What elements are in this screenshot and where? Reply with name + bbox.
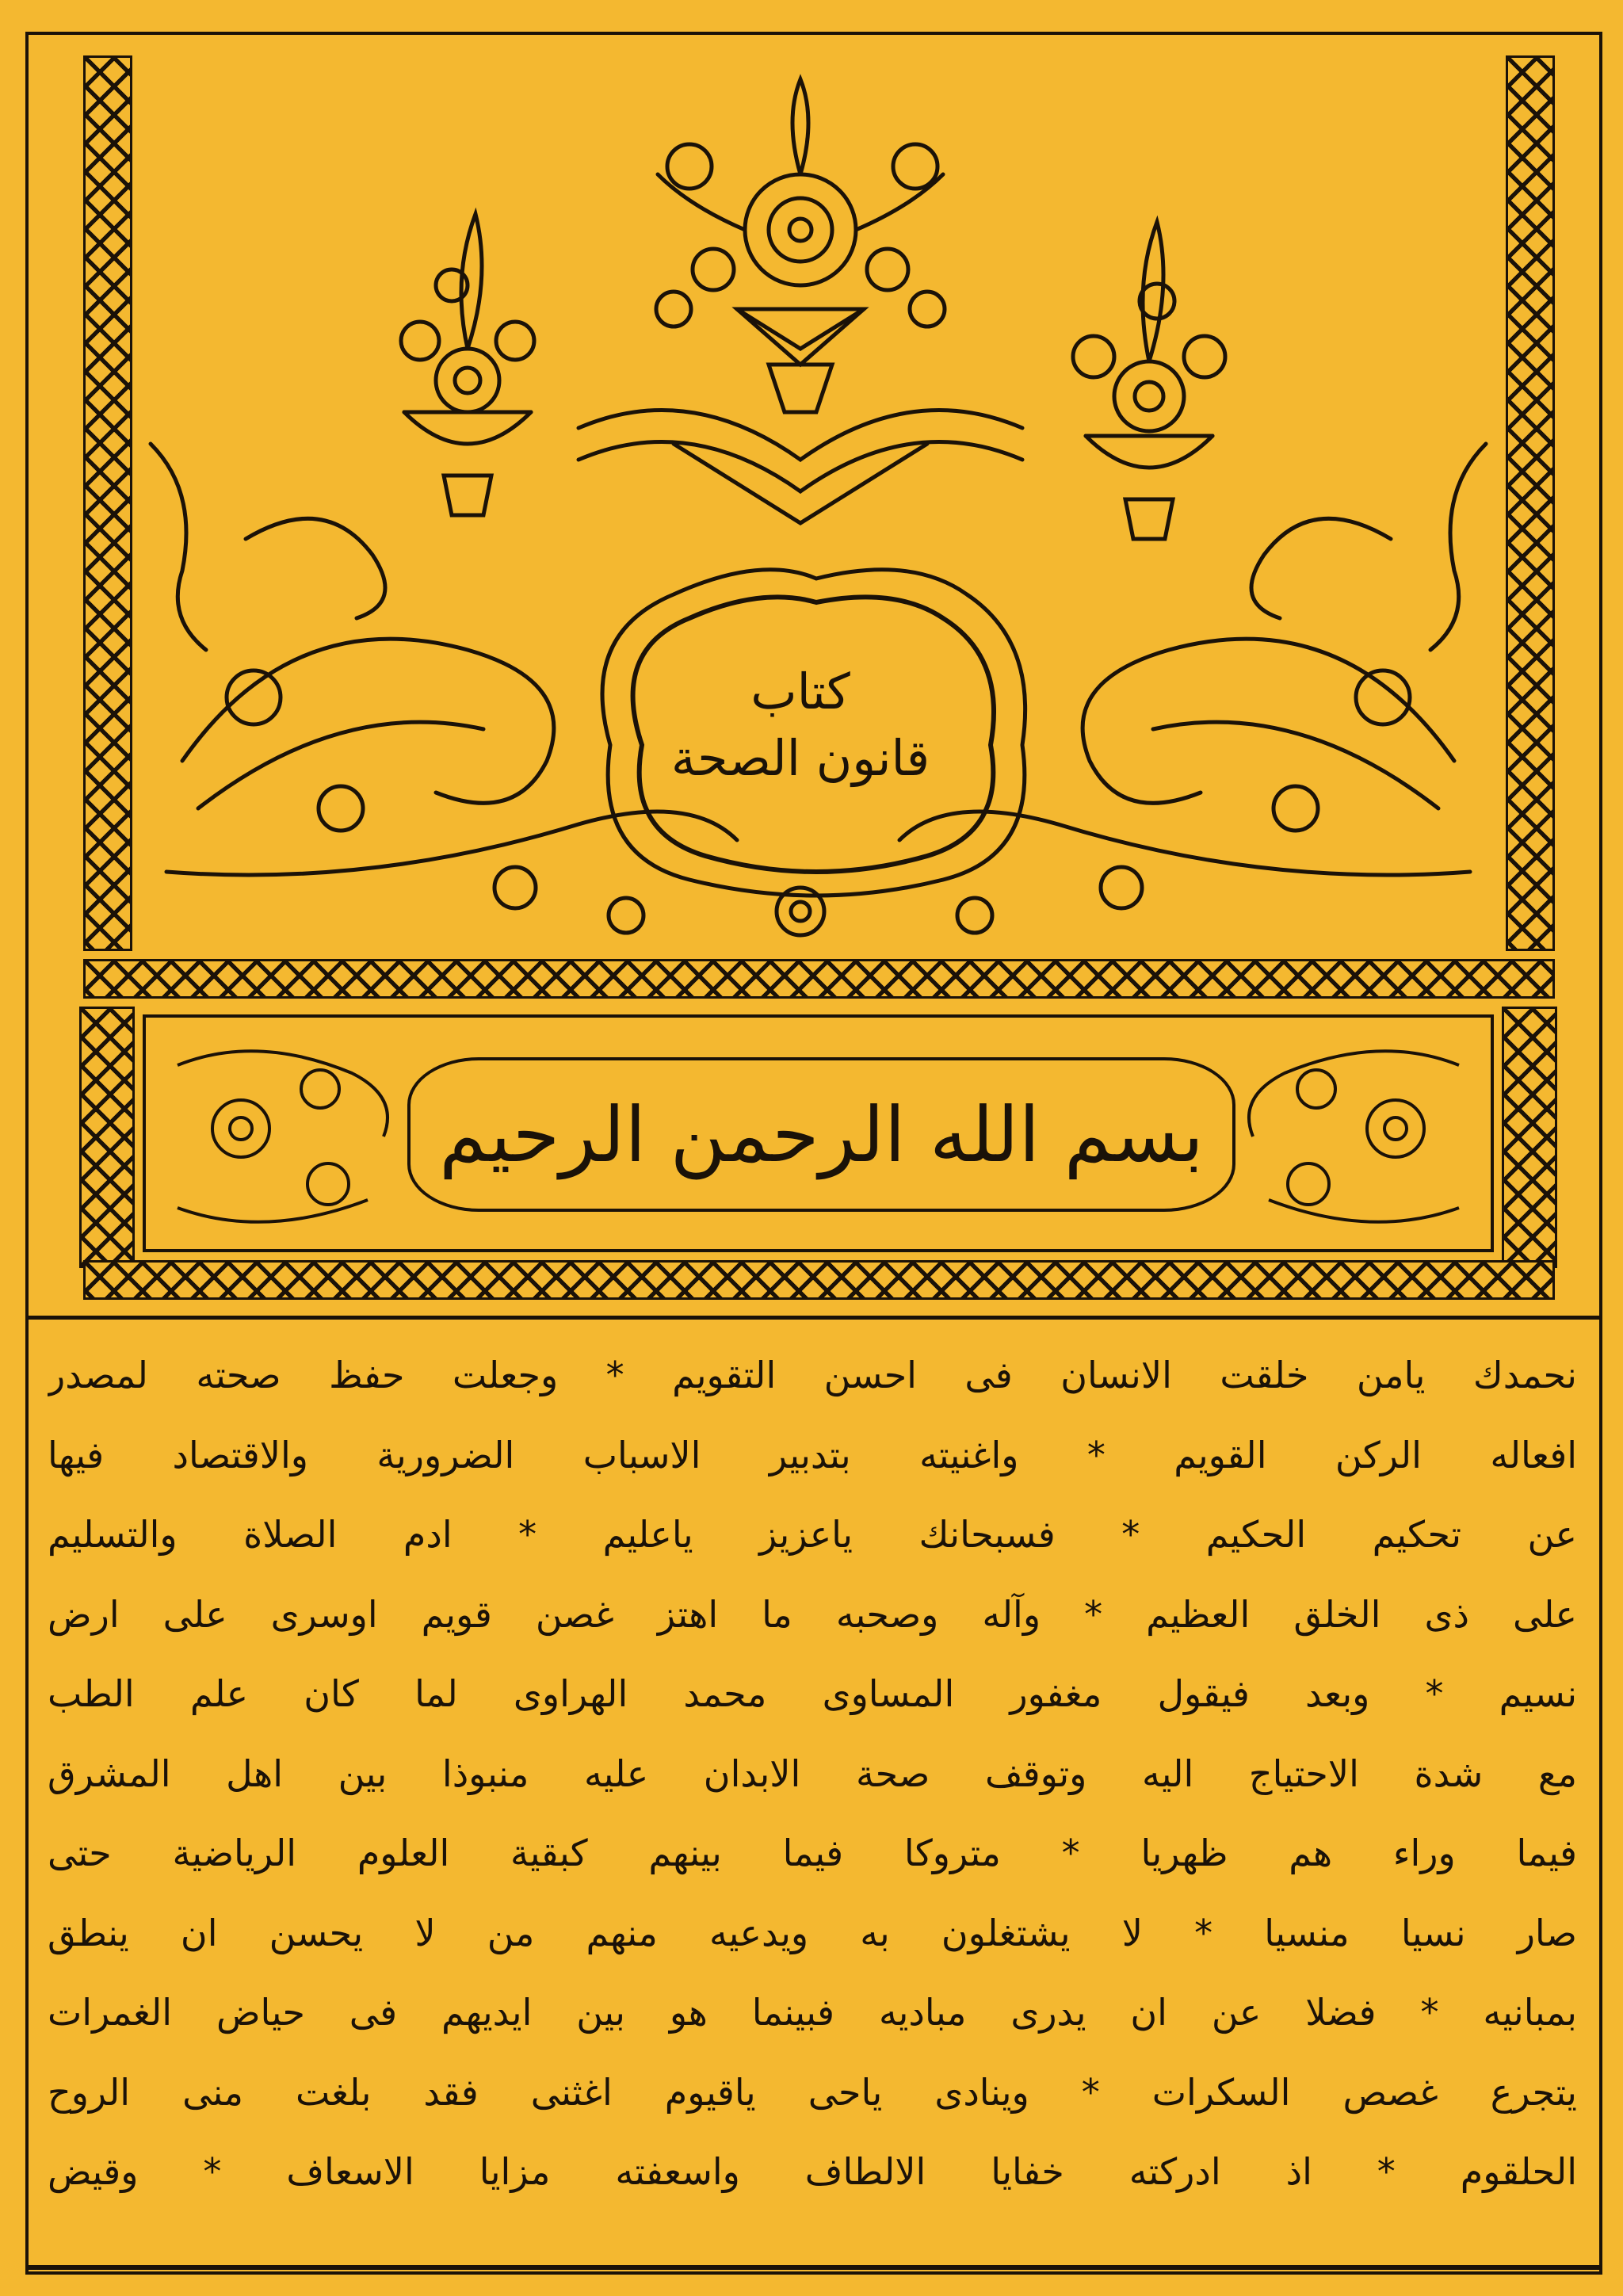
basmala-panel <box>143 1014 1494 1252</box>
basmala-cartouche <box>407 1057 1235 1212</box>
text-line: على ذى الخلق العظيم * وآله وصحبه ما اهتز غصن قويم اوسرى على ارض <box>48 1592 1577 1636</box>
text-line: بمبانيه * فضلا عن ان يدرى مباديه فبينما هو بين ايديهم فى حياض الغمرات <box>48 1991 1577 2034</box>
text-line: عن تحكيم الحكيم * فسبحانك ياعزيز ياعليم * ادم الصلاة والتسليم <box>48 1513 1577 1556</box>
text-line: صار نسيا منسيا * لا يشتغلون به ويدعيه منهم من لا يحسن ان ينطق <box>48 1911 1577 1954</box>
text-line: الحلقوم * اذ ادركته خفايا الالطاف واسعفته مزايا الاسعاف * وقيض <box>48 2150 1577 2193</box>
title-line-1: كتاب <box>750 663 850 721</box>
title-cartouche <box>626 618 975 832</box>
body-text <box>48 1335 1577 2212</box>
central-flower-icon <box>656 79 945 412</box>
left-vase-icon <box>401 214 534 515</box>
title-line-2: قانون الصحة <box>670 729 930 787</box>
text-line: يتجرع غصص السكرات * وينادى ياحى ياقيوم اغثنى فقد بلغت منى الروح <box>48 2070 1577 2114</box>
text-line: افعاله الركن القويم * واغنيته بتدبير الاسباب الضرورية والاقتصاد فيها <box>48 1433 1577 1477</box>
bottom-rule <box>25 2265 1602 2270</box>
text-line: مع شدة الاحتياج اليه وتوقف صحة الابدان عليه منبوذا بين اهل المشرق <box>48 1752 1577 1795</box>
basmala-left-border <box>79 1007 135 1268</box>
lower-zigzag-band <box>83 1260 1555 1300</box>
basmala-text: بسم الله الرحمن الرحيم <box>439 1090 1204 1179</box>
left-zigzag-border <box>83 55 132 951</box>
text-line: فيما وراء هم ظهريا * متروكا فيما بينهم كبقية العلوم الرياضية حتى <box>48 1832 1577 1874</box>
text-line: نسيم * وبعد فيقول مغفور المساوى محمد الهراوى لما كان علم الطب <box>48 1672 1577 1715</box>
upper-zigzag-band <box>83 959 1555 999</box>
right-vase-icon <box>1073 222 1225 539</box>
right-zigzag-border <box>1506 55 1555 951</box>
basmala-right-border <box>1502 1007 1557 1268</box>
text-line: نحمدك يامن خلقت الانسان فى احسن التقويم * وجعلت حفظ صحته لمصدر <box>48 1354 1577 1396</box>
